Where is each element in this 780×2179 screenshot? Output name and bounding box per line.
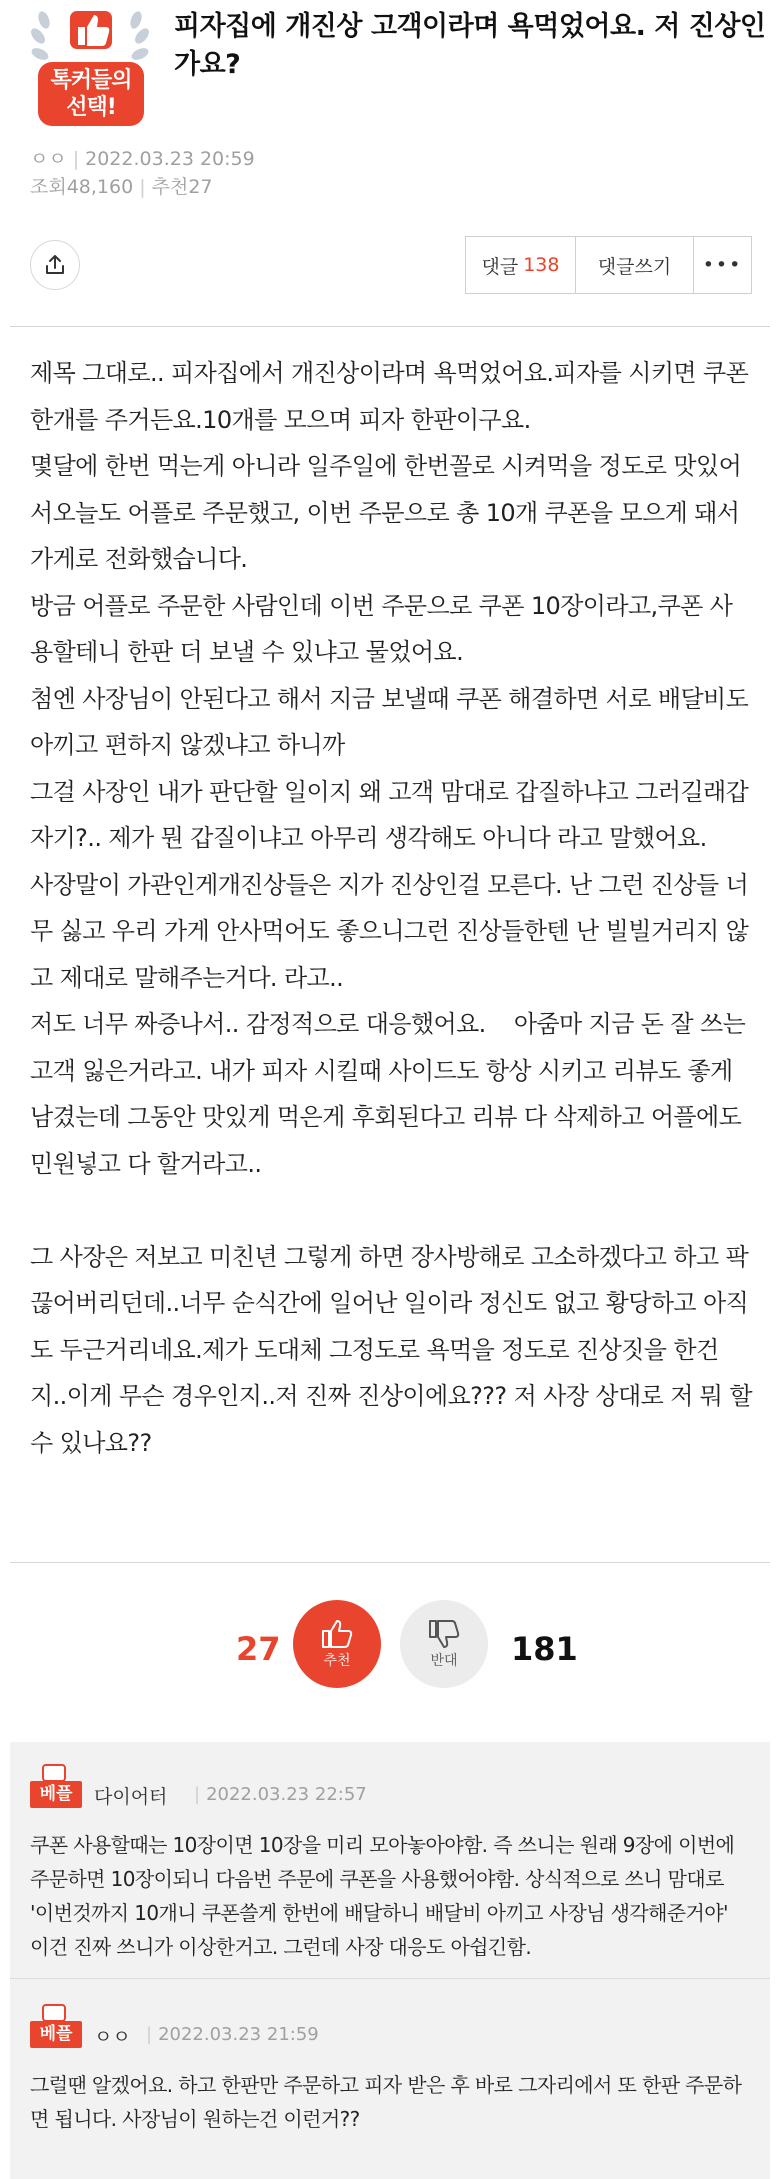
comment-button-group [465,236,752,294]
body-paragraph: 사장말이 가관인게개진상들은 지가 진상인걸 모른다. 난 그런 진상들 너무 싫고 우리 가게 안사먹어도 좋으니그런 진상들한텐 난 빌빌거리지 않고 제대로 말해주는거다. 라고.. [30,870,749,992]
badge-line-2: 선택! [66,95,116,120]
comment-author[interactable]: 다이어터 [94,1786,168,1808]
post-title: 피자집에 개진상 고객이라며 욕먹었어요. 저 진상인가요? [174,11,766,80]
thumbs-up-icon [320,1618,354,1650]
write-comment-button[interactable]: 댓글쓰기 [576,237,694,293]
body-paragraph: 제목 그대로.. 피자집에서 개진상이라며 욕먹었어요.피자를 시키면 쿠폰 한개를 주거든요.10개를 모으며 피자 한판이구요. [30,359,756,434]
thumbs-up-icon [67,8,115,52]
thumbs-up-icon [42,1764,66,1782]
divider [10,326,770,327]
comment-date [140,2024,319,2045]
comments-button[interactable] [466,237,576,293]
body-paragraph: 첨엔 사장님이 안된다고 해서 지금 보낼때 쿠폰 해결하면 서로 배달비도 아끼고 편하지 않겠냐고 하니까 [30,684,756,759]
best-comment-tag [30,2004,82,2048]
body-paragraph: 그걸 사장인 내가 판단할 일이지 왜 고객 맘대로 갑질하냐고 그러길래갑자기?.. 제가 뭔 갑질이냐고 아무리 생각해도 아니다 라고 말했어요. [30,777,749,852]
thumbs-up-icon [42,2004,66,2022]
comment-item [30,2004,752,2136]
comment-header [30,1764,752,1808]
downvote-label: 반대 [430,1653,458,1669]
share-button[interactable] [30,240,80,290]
share-icon [43,253,67,277]
body-paragraph: 몇달에 한번 먹는게 아니라 일주일에 한번꼴로 시켜먹을 정도로 맛있어서오늘도 어플로 주문했고, 이번 주문으로 총 10개 쿠폰을 모으게 돼서 가게로 전화했습니다. [30,452,747,573]
badge-label [38,62,144,126]
talkers-choice-badge [30,6,150,130]
post-toolbar [0,236,780,304]
post-body [30,350,760,1466]
views-label: 조회 [30,176,67,198]
meta-separator: | [194,1784,201,1805]
body-paragraph: 그 사장은 저보고 미친년 그렇게 하면 장사방해로 고소하겠다고 하고 팍 끊어버리던데..너무 순식간에 일어난 일이라 정신도 없고 황당하고 아직도 두근거리네요.제가 도대체 그정도로 욕먹을 정도로 진상짓을 한건지..이게 무슨 경우인지..저 진짜 진상이에요??? 저 사장 상대로 저 뭐 할 수 있나요?? [30,1242,760,1457]
meta-separator: | [146,2024,153,2045]
divider [10,1562,770,1563]
comment-item [30,1764,752,1964]
comment-divider [10,1978,770,1979]
body-paragraph: 방금 어플로 주문한 사람인데 이번 주문으로 쿠폰 10장이라고,쿠폰 사용할테니 한판 더 보낼 수 있냐고 물었어요. [30,591,733,666]
best-tag-label: 베플 [30,2021,82,2048]
best-tag-label: 베플 [30,1781,82,1808]
best-comments [10,1742,770,2179]
vote-section [0,1600,780,1700]
comment-text: 쿠폰 사용할때는 10장이면 10장을 미리 모아놓아야함. 즉 쓰니는 원래 9장에 이번에 주문하면 10장이되니 다음번 주문에 쿠폰을 사용했어야함. 상식적으로 쓰니 맘대로 '이번것까지 10개니 쿠폰쓸게 한번에 배달하니 배달비 아끼고 사장님 생각해준거야' 이건 진짜 쓰니가 이상한거고. 그런데 사장 대응도 아쉽긴함. [30,1833,735,1959]
comment-date-text: 2022.03.23 21:59 [158,2024,319,2045]
thumbs-down-icon [427,1618,461,1650]
best-comment-tag [30,1764,82,1808]
recommend-count: 27 [188,176,213,198]
recommend-label: 추천 [151,176,189,198]
comment-date-text: 2022.03.23 22:57 [206,1784,367,1805]
comment-text: 그럴땐 알겠어요. 하고 한판만 주문하고 피자 받은 후 바로 그자리에서 또 한판 주문하면 됩니다. 사장님이 원하는건 이런거?? [30,2073,742,2131]
body-paragraph: 저도 너무 짜증나서.. 감정적으로 대응했어요. 아줌마 지금 돈 잘 쓰는 고객 잃은거라고. 내가 피자 시킬때 사이드도 항상 시키고 리뷰도 좋게 남겼는데 그동안 맛있게 먹은게 후회된다고 리뷰 다 삭제하고 어플에도 민원넣고 다 할거라고.. [30,1010,753,1178]
comment-header [30,2004,752,2048]
comments-label: 댓글 [481,255,519,278]
post-author[interactable]: ㅇㅇ [30,148,67,170]
body-paragraph-blank [30,1187,752,1234]
upvote-button[interactable] [293,1600,381,1688]
post-date: 2022.03.23 20:59 [85,148,255,170]
more-options-button[interactable]: ••• [702,254,743,276]
comment-date [188,1784,367,1805]
upvote-label: 추천 [323,1653,351,1669]
downvote-button[interactable] [400,1600,488,1688]
badge-line-1: 톡커들의 [50,68,132,93]
upvote-count: 27 [236,1630,281,1668]
comments-count: 138 [523,254,560,276]
post-meta-stats [30,172,213,199]
post-meta-author [30,144,255,171]
views-count: 48,160 [66,176,134,198]
downvote-count: 181 [511,1630,578,1668]
meta-separator: | [139,176,146,198]
post-header [30,6,766,136]
meta-separator: | [72,148,80,170]
comment-author[interactable]: ㅇㅇ [94,2026,131,2048]
